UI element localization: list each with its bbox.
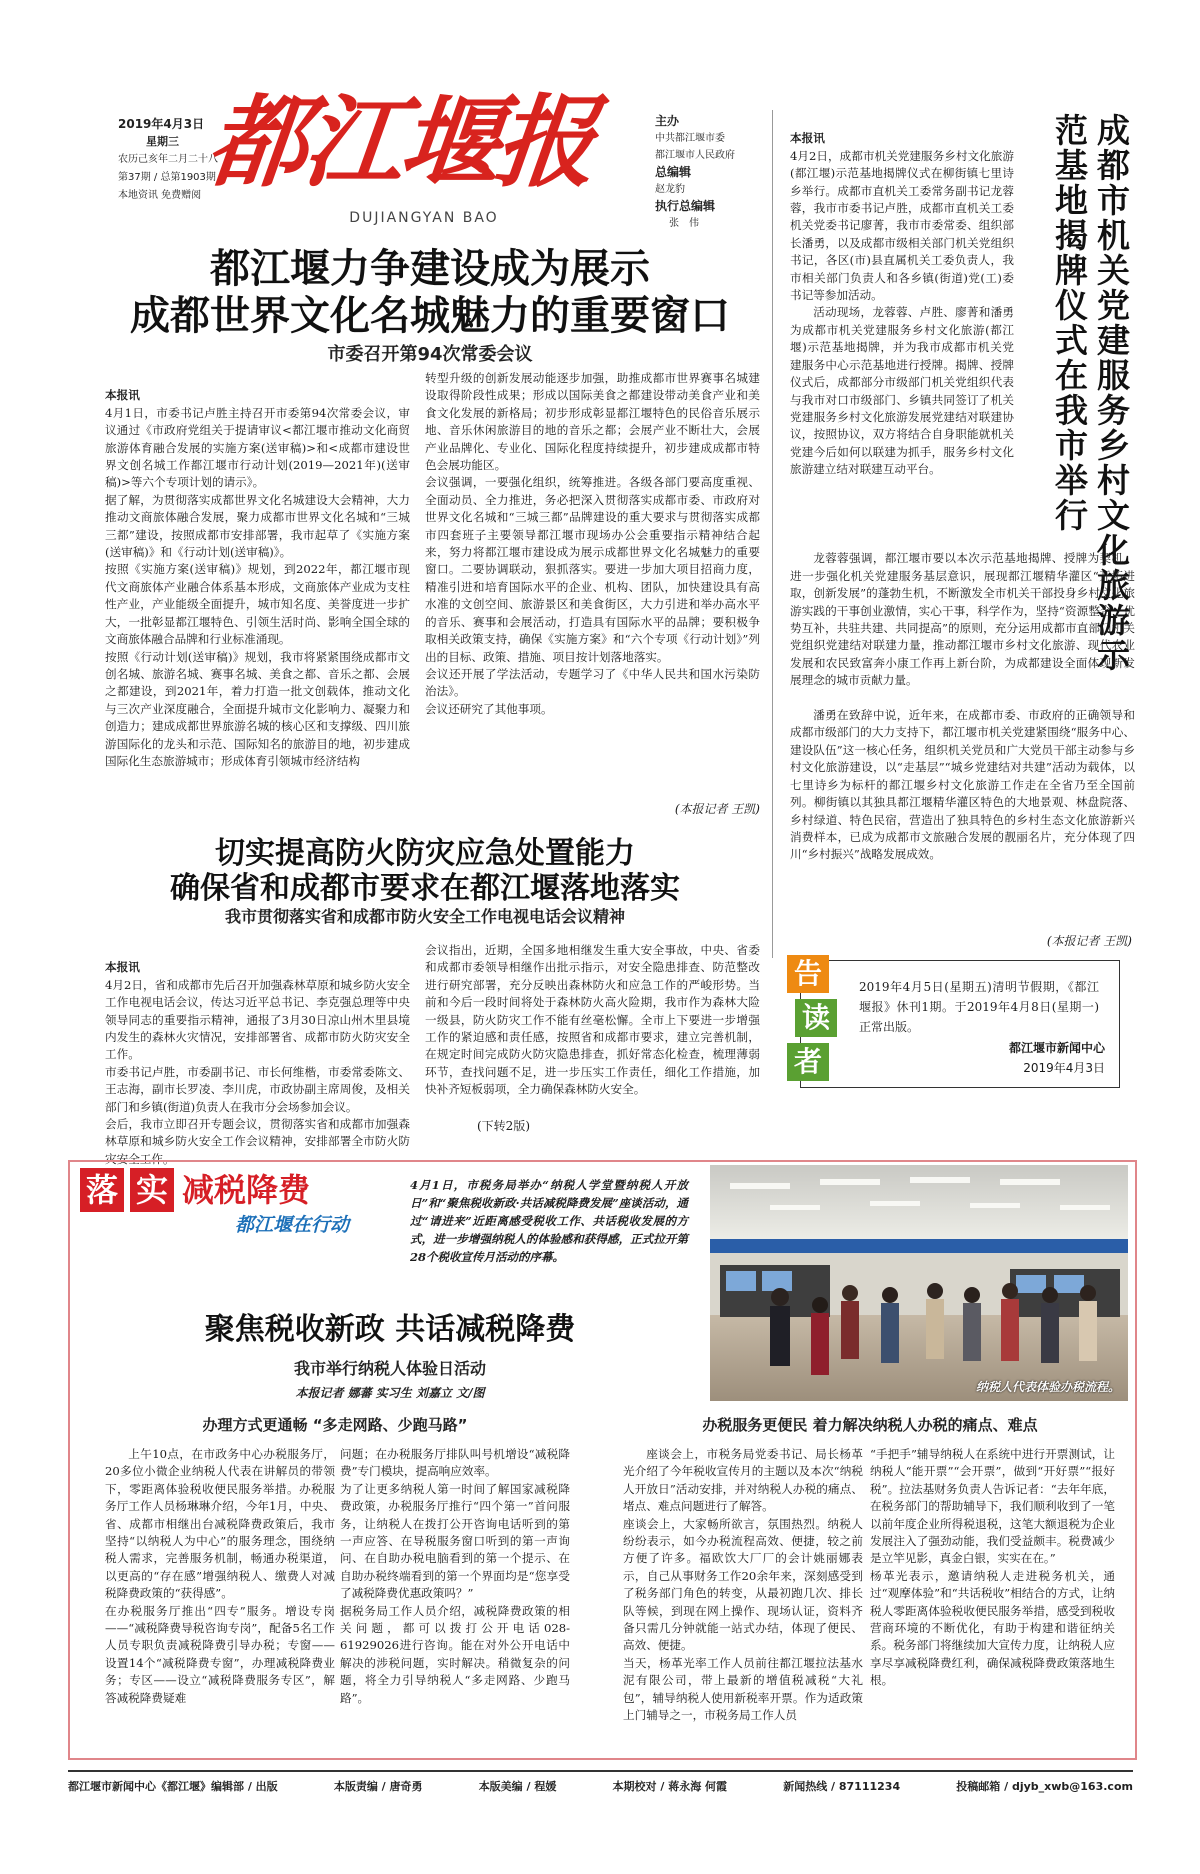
notice-tile-1: 告 — [787, 955, 829, 993]
banner-subtitle: 都江堰在行动 — [235, 1214, 350, 1236]
tax-photo — [710, 1165, 1128, 1401]
fire-headline-1: 切实提高防火防灾应急处置能力 — [215, 836, 635, 871]
exec-editor-name: 张 伟 — [669, 218, 699, 229]
tax-col3: 座谈会上，市税务局党委书记、局长杨革光介绍了今年税收宣传月的主题以及本次“纳税人开放日”活动安排，并对纳税人办税的痛点、堵点、难点问题进行了解答。 座谈会上，大家畅所欲言，氛围热烈。纳税人纷纷表示，如今办税流程高效、便捷，较之前方便了许多。福欧饮大厂厂的会计姚丽娜表示，自己从事财务工作20余年来，深刻感受到了税务部门角色的转变，从最初跑几次、排长队等候，到现在网上操作、现场认证，资料齐备只需几分钟就能一站式办结，体现了便民、高效、便捷。 当天，杨革光率工作人员前往都江堰拉法基水泥有限公司，带上最新的增值税减税“大礼包”，辅导纳税人使用新税率开票。作为适政策上门辅导之一，市税务局工作人员 — [623, 1447, 863, 1723]
tax-left-subhead: 办理方式更通畅 “多走网路、少跑马路” — [202, 1416, 468, 1434]
top-headline-2: 成都世界文化名城魅力的重要窗口 — [130, 293, 730, 339]
tax-right-subhead: 办税服务更便民 着力解决纳税人办税的痛点、难点 — [702, 1416, 1038, 1434]
tax-col1: 上午10点，在市政务中心办税服务厅，20多位小微企业纳税人代表在讲解员的带领下，零距离体验税收便民服务举措。办税服务厅工作人员杨琳琳介绍，今年1月，中央、省、成都市相继出台减税降费政策后，我市坚持“以纳税人为中心”的服务理念，围绕纳税人需求，完善服务机制，畅通办税渠道，以更高的“存在感”增强纳税人、缴费人对减税降费政策的“获得感”。 在办税服务厅推出“四专”服务。增设专岗——“减税降费导税咨询专岗”，配备5名工作人员专职负责减税降费引导办税；专窗——设置14个“减税降费专窗”，办理减税降费业务；专区——设立“减税降费服务专区”，解答减税降费疑难 — [105, 1447, 335, 1705]
footer-email: 投稿邮箱 / djyb_xwb@163.com — [956, 1780, 1133, 1793]
exec-editor-label: 执行总编辑 — [655, 199, 716, 213]
sponsor-label: 主办 — [655, 114, 680, 128]
right-article-byline: (本报记者 王凯) — [1046, 934, 1132, 948]
newspaper-title: 都江堰报 — [201, 83, 599, 201]
footer — [68, 1776, 1133, 1798]
footer-publisher: 都江堰市新闻中心《都江堰》编辑部 / 出版 — [68, 1780, 278, 1793]
right-article-body: 本报讯 4月2日，成都市机关党建服务乡村文化旅游(都江堰)示范基地揭牌仪式在柳街镇七里诗乡举行。成都市直机关工委常务副书记龙蓉蓉，我市市委书记卢胜，成都市直机关工委机关党委书记廖菁，我市市委常委、组织部长潘勇，以及成都市级相关部门机关党组织书记，各区(市)县直属机关工委负责人，我市相关部门负责人和各乡镇(街道)党(工)委书记等参加活动。 活动现场，龙蓉蓉、卢胜、廖菁和潘勇为成都市机关党建服务乡村文化旅游(都江堰)示范基地揭牌，并为我市成都市机关党建服务中心示范基地进行授牌。揭牌、授牌仪式后，成都部分市级部门机关党组织代表与我市对口市级部门、乡镇共同签订了机关党建服务乡村文化旅游发展党建结对联建协议，按照协议，双方将结合自身职能就机关党建今后如何以联建为抓手，服务乡村文化旅游建立结对联建互动平台。 — [790, 131, 1014, 477]
photo-caption: 纳税人代表体验办税流程。 — [975, 1380, 1120, 1394]
editor-label: 总编辑 — [655, 165, 692, 179]
masthead-lunar: 农历己亥年二月二十八 — [118, 154, 218, 165]
tax-banner — [80, 1168, 400, 1238]
masthead-weekday: 星期三 — [146, 135, 179, 148]
editor-name: 赵龙豹 — [655, 184, 685, 195]
tax-byline: 本报记者 娜蕃 实习生 刘嘉立 文/图 — [295, 1386, 485, 1400]
tax-col2: 问题；在办税服务厅排队叫号机增设“减税降费”专门模块，提高响应效率。 为了让更多纳税人第一时间了解国家减税降费政策，办税服务厅推行“四个第一”首问服务，让纳税人在拨打公开咨询电话听到的第一声应答、在导税服务窗口听到的第一声询问、在自助办税电脑看到的第一个提示、在自助办税终端看到的第一个界面均是“您享受了减税降费优惠政策吗？” 据税务局工作人员介绍，减税降费政策的相关问题，都可以拨打公开电话028-61929026进行咨询。能在对外公开电话中解决的涉税问题，实时解决。稍微复杂的问题，将全力引导纳税人“多走网路、少跑马路”。 — [340, 1447, 570, 1705]
notice-text: 2019年4月5日(星期五)清明节假期，《都江堰报》休刊1期。于2019年4月8日(星期一)正常出版。 — [859, 980, 1099, 1034]
notice-box — [793, 957, 1120, 1088]
sponsor-1: 中共都江堰市委 — [655, 133, 725, 144]
fire-article-col1: 本报讯 4月2日，省和成都市先后召开加强森林草原和城乡防火安全工作电视电话会议，传达习近平总书记、李克强总理等中央领导同志的重要指示精神，通报了3月30日凉山州木里县境内发生的森林火灾情况，安排部署省、成都市防火防灾安全工作。 市委书记卢胜，市委副书记、市长何维楷，市委常委陈文、王志海，副市长罗凌、李川虎，市政协副主席周俊，及相关部门和乡镇(街道)负责人在我市分会场参加会议。 会后，我市立即召开专题会议，贯彻落实省和成都市加强森林草原和城乡防火安全工作会议精神，安排部署全市防火防灾安全工作。 — [105, 960, 410, 1166]
sponsor-2: 都江堰市人民政府 — [655, 150, 735, 161]
fire-article-continued: (下转2版) — [477, 1119, 530, 1133]
fire-article-col2: 会议指出，近期，全国多地相继发生重大安全事故，中央、省委和成都市委领导相继作出批示指示，对安全隐患排查、防范整改进行研究部署，充分反映出森林防火和应急工作的严峻形势。当前和今后一段时间将处于森林防火高火险期，我市作为森林大险一级县，防火防灾工作不能有丝毫松懈。全市上下要进一步增强工作的紧迫感和责任感，按照省和成都市要求，建立完善机制，在规定时间完成防火防灾隐患排查，抓好常态化检查，梳理薄弱环节，查找问题不足，进一步压实工作责任，细化工作措施，加快补齐短板弱项，全力确保森林防火安全。 — [425, 943, 760, 1097]
banner-tile-1: 落 — [80, 1168, 124, 1212]
tax-service-hall-photo — [710, 1165, 1128, 1401]
footer-proofread: 本期校对 / 蒋永海 何霞 — [612, 1780, 728, 1793]
right-article-body-cont: 龙蓉蓉强调，都江堰市要以本次示范基地揭牌、授牌为契机，进一步强化机关党建服务基层意识，展现都江堰精华灌区“开拓进取，创新发展”的蓬勃生机，不断激发全市机关干部投身乡村文化旅游实践的干事创业激情，实心干事，科学作为，坚持“资源整合，优势互补，共驻共建、共同提高”的原则，充分运用成都市直部门机关党组织党建结对联建力量，推动都江堰市乡村文化旅游、现代农业发展和农民致富奔小康工作再上新台阶，为成都建设全面体现新发展理念的城市贡献力量。 潘勇在致辞中说，近年来，在成都市委、市政府的正确领导和成都市级部门的大力支持下，都江堰市机关党建紧围绕“服务中心、建设队伍”这一核心任务，组织机关党员和广大党员干部主动参与乡村文化旅游建设，以“走基层”“城乡党建结对共建”活动为载体，以七里诗乡为标杆的都江堰乡村文化旅游工作走在全省乃至全国前列。柳街镇以其独具都江堰精华灌区特色的大地景观、林盘院落、乡村绿道、特色民宿，营造出了独具特色的乡村生态文化旅游新兴消费样本，已成为成都市文旅融合发展的靓丽名片，充分体现了四川“乡村振兴”战略发展成效。 — [790, 551, 1135, 862]
footer-hotline: 新闻热线 / 87111234 — [783, 1780, 901, 1793]
right-article-lead: 本报讯 — [790, 131, 825, 146]
tax-subhead: 我市举行纳税人体验日活动 — [293, 1359, 486, 1378]
newspaper-title-pinyin: DUJIANGYAN BAO — [349, 210, 499, 226]
banner-text: 减税降费 — [182, 1171, 311, 1209]
footer-designer: 本版美编 / 程媛 — [478, 1780, 557, 1793]
masthead-distribution: 本地资讯 免费赠阅 — [118, 190, 202, 201]
top-subhead: 市委召开第94次常委会议 — [327, 344, 533, 365]
tax-intro: 4月1日，市税务局举办“纳税人学堂暨纳税人开放日”和“聚焦税收新政·共话减税降费发展”座谈活动，通过“请进来”近距离感受税收工作、共话税收发展的方式，进一步增强纳税人的体验感和获得感，正式拉开第28个税收宣传月活动的序幕。 — [410, 1178, 688, 1264]
notice-tile-2: 读 — [795, 999, 837, 1037]
notice-tile-3: 者 — [787, 1043, 829, 1081]
top-article-byline: (本报记者 王凯) — [674, 802, 760, 816]
column-divider — [772, 110, 773, 958]
top-headline-1: 都江堰力争建设成为展示 — [210, 246, 650, 292]
banner-tile-2: 实 — [130, 1168, 174, 1212]
top-article-col2: 转型升级的创新发展动能逐步加强，助推成都市世界赛事名城建设取得阶段性成果；形成以国际美食之都建设带动美食产业和美食文化发展的新格局；初步形成彰显都江堰特色的民俗音乐展示地、音乐休闲旅游目的地的音乐之都；会展产业不断壮大，会展产业品牌化、专业化、国际化程度持续提升，初步建成成都市特色会展功能区。 会议强调，一要强化组织，统筹推进。各级各部门要高度重视、全面动员、全力推进，务必把深入贯彻落实成都市委、市政府对世界文化名城和“三城三都”品牌建设的重大要求与贯彻落实成都市四套班子主要领导都江堰市现场办公会重要指示精神结合起来，努力将都江堰市建设成为展示成都世界文化名城魅力的重要窗口。二要协调联动，狠抓落实。要进一步加大项目招商力度，精准引进和培育国际水平的企业、机构、团队，加快建设具有高水准的文创空间、旅游景区和美食街区，大力引进和举办高水平的音乐、赛事和会展活动，打造具有国际水平的品牌；要积极争取相关政策支持，确保《实施方案》和“六个专项《行动计划》”列出的目标、政策、措施、项目按计划落地落实。 会议还开展了学法活动，专题学习了《中华人民共和国水污染防治法》。 会议还研究了其他事项。 — [425, 371, 760, 716]
notice-date: 2019年4月3日 — [1023, 1061, 1105, 1075]
newspaper-logo — [201, 72, 646, 226]
fire-subhead: 我市贯彻落实省和成都市防火安全工作电视电话会议精神 — [224, 907, 625, 926]
footer-duty-editor: 本版责编 / 唐奇勇 — [333, 1780, 423, 1793]
footer-rule — [68, 1770, 1133, 1772]
notice-signer: 都江堰市新闻中心 — [1008, 1041, 1105, 1055]
masthead-issue: 第37期 / 总第1903期 — [118, 172, 216, 183]
tax-headline: 聚焦税收新政 共话减税降费 — [204, 1312, 576, 1347]
right-article-headline: 成都市机关党建服务乡村文化旅游示范基地揭牌仪式在我市举行 — [1050, 113, 1131, 673]
tax-col4: “手把手”辅导纳税人在系统中进行开票测试，让纳税人“能开票”“会开票”，做到“开好票”“报好税”。拉法基财务负责人告诉记者：“去年年底，在税务部门的帮助辅导下，我们顺利收到了一笔以前年度企业所得税退税，这笔大额退税为企业发展注入了强劲动能，我们受益颇丰。税费减少是立竿见影，真金白银，实实在在。” 杨革光表示，邀请纳税人走进税务机关，通过“观摩体验”和“共话税收”相结合的方式，让纳税人零距离体验税收便民服务举措，感受到税收营商环境的不断优化，有助于构建和谐征纳关系。税务部门将继续加大宣传力度，让纳税人应享尽享减税降费红利，确保减税降费政策落地生根。 — [870, 1447, 1115, 1688]
top-article-col1: 本报讯 4月1日，市委书记卢胜主持召开市委第94次常委会议，审议通过《市政府党组关于提请审议<都江堰市推动文化商贸旅游体育融合发展的实施方案(送审稿)>和<成都市建设世界文创名城工作都江堰市行动计划(2019—2021年)(送审稿)>等六个专项计划的请示》。 据了解，为贯彻落实成都世界文化名城建设大会精神，大力推动文商旅体融合发展，聚力成都市世界文化名城和“三城三都”建设，按照成都市安排部署，我市起草了《实施方案(送审稿)》和《行动计划(送审稿)》。 按照《实施方案(送审稿)》规划，到2022年，都江堰市现代文商旅体产业融合体系基本形成，文商旅体产业成为支柱性产业，产业能级全面提升，城市知名度、美誉度进一步扩大，一批彰显都江堰特色、引领生活时尚、影响全国全球的文商旅体融合品牌和行业标准涌现。 按照《行动计划(送审稿)》规划，我市将紧紧围绕成都市文创名城、旅游名城、赛事名城、美食之都、音乐之都、会展之都建设，到2021年，着力打造一批文创载体，推动文化与三次产业深度融合，全面提升城市文化影响力、凝聚力和创造力；建成成都世界旅游名城的核心区和支撑级、四川旅游国际化的龙头和示范、国际知名的旅游目的地，初步建成国际化生态旅游城市；形成体育引领城市经济结构 — [105, 388, 410, 768]
fire-headline-2: 确保省和成都市要求在都江堰落地落实 — [170, 871, 680, 906]
masthead-date: 2019年4月3日 — [118, 117, 205, 131]
